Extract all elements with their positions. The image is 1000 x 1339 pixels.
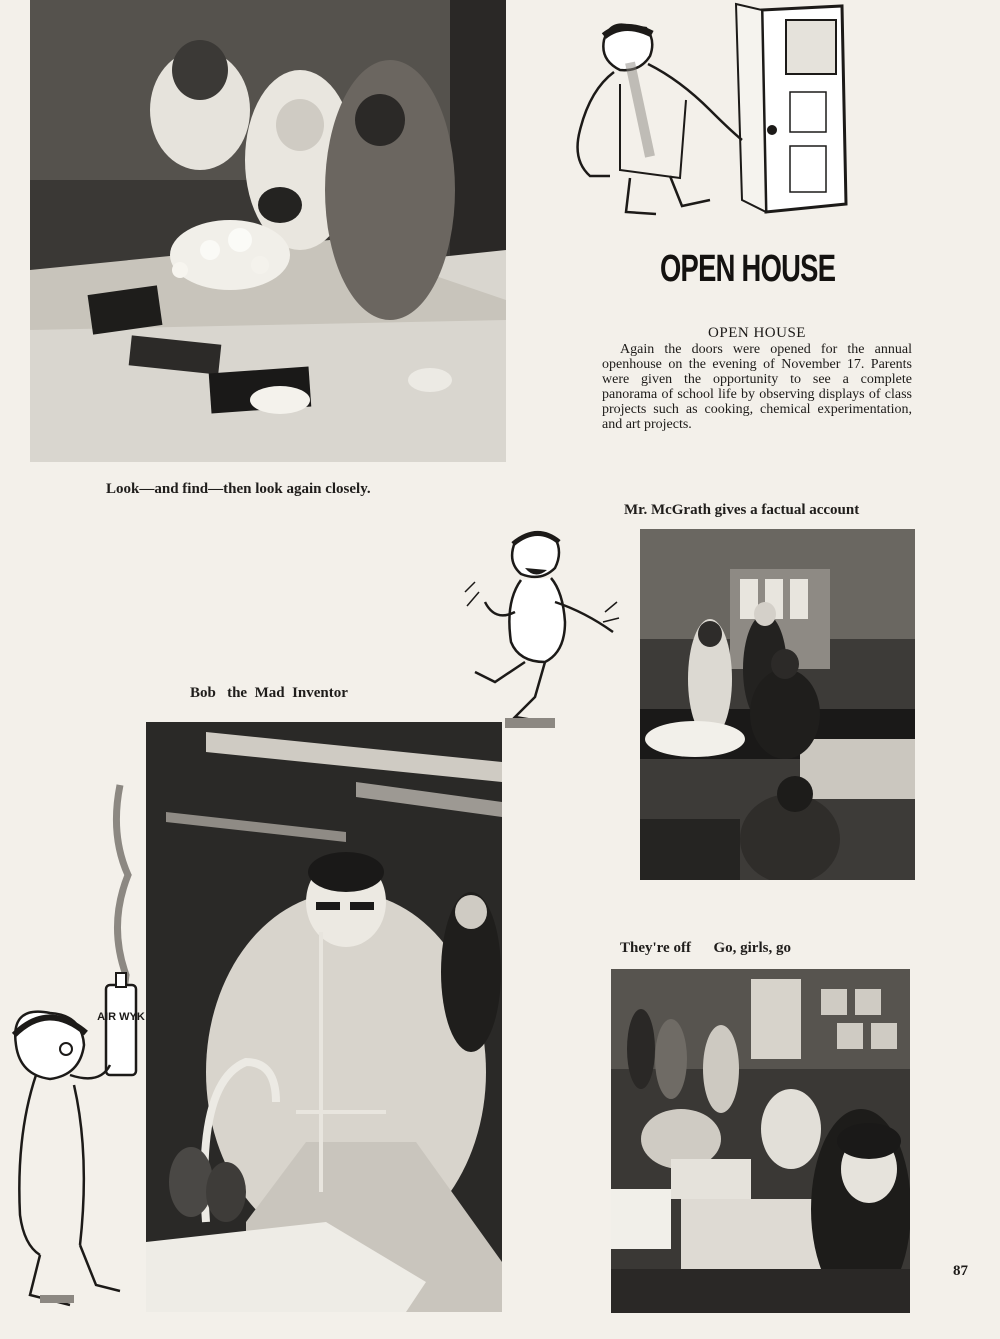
- bottle-label-text: AIR WYK: [97, 1011, 145, 1023]
- dancing-cartoon-illustration: [455, 522, 625, 742]
- photo-mcgrath-classroom: [640, 529, 915, 880]
- article-title: OPEN HOUSE: [708, 325, 806, 341]
- article-body: Again the doors were opened for the annual openhouse on the evening of November 17. Parents were given the opportunity to see a complete panorama of school life by observing displays of class projects such as cooking, chemical experimentation, and art projects.: [602, 342, 912, 432]
- photo-open-house-display: [30, 0, 506, 462]
- photo-bob-mad-inventor: [146, 722, 502, 1312]
- caption-photo-mcgrath: Mr. McGrath gives a factual account: [624, 502, 860, 518]
- caption-photo-open-house-display: Look—and find—then look again closely.: [106, 481, 371, 497]
- photo-typing-class: [611, 969, 910, 1313]
- open-house-article: [602, 326, 912, 432]
- caption-photo-typing: They're off Go, girls, go: [620, 940, 791, 956]
- door-cartoon-illustration: [560, 0, 860, 240]
- page-number: 87: [953, 1263, 968, 1279]
- bottle-cartoon-illustration: [0, 775, 145, 1320]
- page-heading: OPEN HOUSE: [660, 248, 836, 290]
- caption-photo-inventor: Bob the Mad Inventor: [190, 685, 348, 701]
